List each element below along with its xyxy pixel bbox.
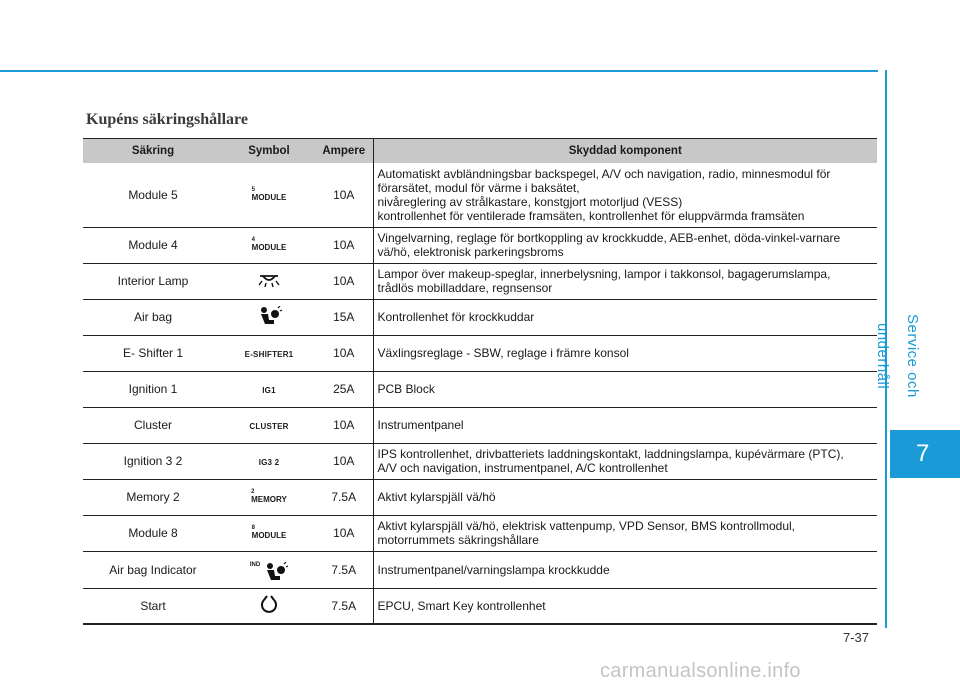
component-line: PCB Block xyxy=(377,382,435,396)
ampere-cell: 10A xyxy=(315,263,373,299)
table-header-row xyxy=(83,139,877,164)
fuse-symbol-graphic xyxy=(258,593,280,618)
fuse-symbol-tag: IND xyxy=(249,561,261,568)
fuse-symbol-graphic xyxy=(256,306,282,329)
component-line: Vingelvarning, reglage för bortkoppling av krockkudde, AEB-enhet, döda-vinkel-varnare xyxy=(377,231,841,245)
ampere-cell: 10A xyxy=(315,163,373,227)
table-row xyxy=(83,263,877,299)
table-row xyxy=(83,163,877,227)
component-cell xyxy=(373,551,877,588)
chapter-number-badge: 7 xyxy=(890,430,960,478)
table-row xyxy=(83,515,877,551)
fuse-symbol-text: E-SHIFTER1 xyxy=(244,350,294,359)
fuse-symbol-text: MODULE xyxy=(251,531,287,540)
airbag-icon xyxy=(256,306,282,329)
component-line: Lampor över makeup-speglar, innerbelysning, lampor i takkonsol, bagagerumslampa, xyxy=(377,267,831,281)
ampere-cell: 10A xyxy=(315,515,373,551)
fuse-name-cell: Module 8 xyxy=(83,515,223,551)
fuse-name-cell: E- Shifter 1 xyxy=(83,335,223,371)
table-row xyxy=(83,551,877,588)
fuse-name-cell: Cluster xyxy=(83,407,223,443)
ampere-cell: 10A xyxy=(315,443,373,479)
fuse-name-cell: Interior Lamp xyxy=(83,263,223,299)
symbol-cell xyxy=(223,371,315,407)
header-symbol: Symbol xyxy=(223,139,315,164)
symbol-cell xyxy=(223,227,315,263)
component-cell xyxy=(373,407,877,443)
table-row xyxy=(83,443,877,479)
symbol-cell xyxy=(223,551,315,588)
component-cell xyxy=(373,163,877,227)
ampere-cell: 10A xyxy=(315,227,373,263)
fuse-symbol-text: MODULE xyxy=(251,192,287,202)
symbol-cell xyxy=(223,407,315,443)
ampere-cell: 7.5A xyxy=(315,479,373,515)
table-row xyxy=(83,479,877,515)
table-row xyxy=(83,227,877,263)
fuse-symbol-graphic xyxy=(254,272,284,291)
component-line: Instrumentpanel/varningslampa krockkudde xyxy=(377,562,610,577)
component-cell xyxy=(373,371,877,407)
component-cell xyxy=(373,263,877,299)
fuse-name-cell: Ignition 1 xyxy=(83,371,223,407)
fuse-symbol-text: MEMORY xyxy=(251,495,287,504)
watermark: carmanualsonline.info xyxy=(600,660,801,682)
fuse-symbol-label xyxy=(252,237,287,251)
page-number: 7-37 xyxy=(843,630,870,645)
fuse-symbol-label xyxy=(252,187,287,201)
fuse-symbol-graphic xyxy=(250,562,288,585)
fuse-name-cell: Ignition 3 2 xyxy=(83,443,223,479)
symbol-cell xyxy=(223,588,315,624)
table-row xyxy=(83,335,877,371)
component-cell xyxy=(373,479,877,515)
component-cell xyxy=(373,515,877,551)
component-line: Aktivt kylarspjäll vä/hö, elektrisk vattenpump, VPD Sensor, BMS kontrollmodul, xyxy=(377,519,796,533)
component-line: A/V och navigation, instrumentpanel, A/C kontrollenhet xyxy=(377,461,668,475)
top-rule xyxy=(0,70,878,72)
sidebar-chapter-label: Service och underhåll xyxy=(874,314,921,398)
airbag-icon xyxy=(262,562,288,585)
fuse-name-cell: Start xyxy=(83,588,223,624)
ampere-cell: 10A xyxy=(315,335,373,371)
header-component: Skyddad komponent xyxy=(373,139,877,164)
section-title: Kupéns säkringshållare xyxy=(86,111,248,128)
fuse-symbol-text: MODULE xyxy=(251,243,287,252)
component-line: vä/hö, elektronisk parkeringsbroms xyxy=(377,245,564,259)
symbol-cell xyxy=(223,479,315,515)
symbol-cell xyxy=(223,299,315,335)
fuse-table xyxy=(83,138,877,625)
start-icon xyxy=(258,593,280,618)
fuse-symbol-text: IG3 2 xyxy=(258,458,280,467)
fuse-symbol-number: 8 xyxy=(251,525,255,531)
fuse-symbol-label xyxy=(251,489,287,503)
component-line: trådlös mobilladdare, regnsensor xyxy=(377,281,553,295)
component-line: Instrumentpanel xyxy=(377,418,464,432)
component-cell xyxy=(373,335,877,371)
fuse-symbol-number: 5 xyxy=(251,186,255,193)
fuse-name-cell: Module 5 xyxy=(83,163,223,227)
ampere-cell: 15A xyxy=(315,299,373,335)
fuse-symbol-number: 4 xyxy=(251,237,255,243)
component-cell xyxy=(373,299,877,335)
header-ampere: Ampere xyxy=(315,139,373,164)
symbol-cell xyxy=(223,335,315,371)
ampere-cell: 7.5A xyxy=(315,588,373,624)
component-cell xyxy=(373,443,877,479)
fuse-name-cell: Air bag xyxy=(83,299,223,335)
component-line: EPCU, Smart Key kontrollenhet xyxy=(377,598,546,613)
header-fuse: Säkring xyxy=(83,139,223,164)
component-line: nivåreglering av strålkastare, konstgjort motorljud (VESS) xyxy=(377,194,683,209)
ampere-cell: 25A xyxy=(315,371,373,407)
symbol-cell xyxy=(223,443,315,479)
component-line: förarsätet, modul för värme i baksätet, xyxy=(377,180,580,195)
fuse-symbol-number: 2 xyxy=(251,489,255,495)
fuse-name-cell: Module 4 xyxy=(83,227,223,263)
fuse-symbol-label xyxy=(252,525,287,539)
component-line: Automatiskt avbländningsbar backspegel, A/V och navigation, radio, minnesmodul för xyxy=(377,166,831,181)
table-row xyxy=(83,371,877,407)
symbol-cell xyxy=(223,263,315,299)
component-line: Aktivt kylarspjäll vä/hö xyxy=(377,490,496,504)
symbol-cell xyxy=(223,515,315,551)
table-row xyxy=(83,588,877,624)
component-line: Kontrollenhet för krockkuddar xyxy=(377,310,535,324)
component-cell xyxy=(373,588,877,624)
component-cell xyxy=(373,227,877,263)
table-row xyxy=(83,299,877,335)
fuse-symbol-text: CLUSTER xyxy=(249,422,289,431)
component-line: Växlingsreglage - SBW, reglage i främre konsol xyxy=(377,346,629,360)
symbol-cell xyxy=(223,163,315,227)
table-row xyxy=(83,407,877,443)
component-line: motorrummets säkringshållare xyxy=(377,533,539,547)
fuse-name-cell: Memory 2 xyxy=(83,479,223,515)
fuse-name-cell: Air bag Indicator xyxy=(83,551,223,588)
fuse-symbol-text: IG1 xyxy=(262,386,276,395)
interior-lamp-icon xyxy=(254,272,284,291)
ampere-cell: 7.5A xyxy=(315,551,373,588)
component-line: kontrollenhet för ventilerade framsäten, kontrollenhet för eluppvärmda framsäten xyxy=(377,208,805,223)
ampere-cell: 10A xyxy=(315,407,373,443)
component-line: IPS kontrollenhet, drivbatteriets laddningskontakt, laddningslampa, kupévärmare (PTC), xyxy=(377,447,844,461)
